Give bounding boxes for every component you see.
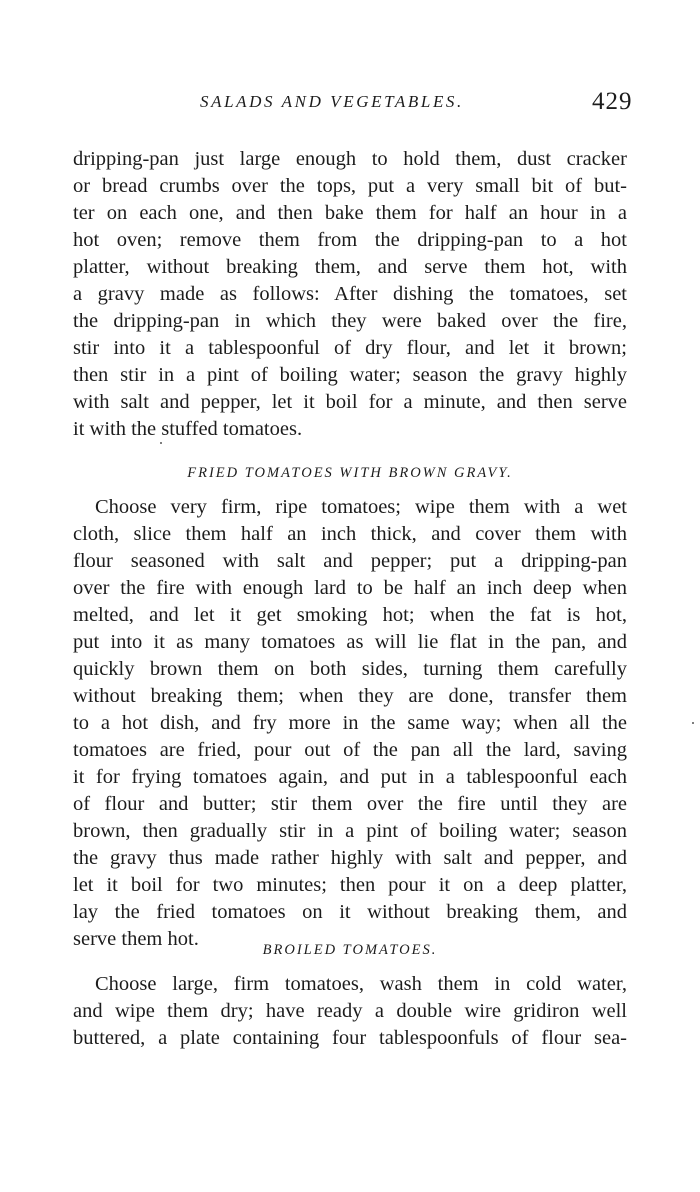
text-line: put into it as many tomatoes as will lie flat in the pan, and [73,631,627,653]
print-speck [160,442,162,444]
section-heading: FRIED TOMATOES WITH BROWN GRAVY. [187,465,513,481]
text-line: tomatoes are fried, pour out of the pan all the lard, saving [73,739,627,761]
text-line: platter, without breaking them, and serve them hot, with [73,256,627,278]
text-line: to a hot dish, and fry more in the same way; when all the [73,712,627,734]
text-line: of flour and butter; stir them over the fire until they are [73,793,627,815]
text-line: and wipe them dry; have ready a double wire gridiron well [73,1000,627,1022]
text-line: a gravy made as follows: After dishing the tomatoes, set [73,283,627,305]
text-line: over the fire with enough lard to be half an inch deep when [73,577,627,599]
text-line: let it boil for two minutes; then pour it on a deep platter, [73,874,627,896]
text-line: brown, then gradually stir in a pint of boiling water; season [73,820,627,842]
text-line: stir into it a tablespoonful of dry flour, and let it brown; [73,337,627,359]
text-line: lay the fried tomatoes on it without breaking them, and [73,901,627,923]
text-line: melted, and let it get smoking hot; when the fat is hot, [73,604,627,626]
text-line: with salt and pepper, let it boil for a minute, and then serve [73,391,627,413]
page-number: 429 [592,88,633,115]
text-line: the dripping-pan in which they were baked over the fire, [73,310,627,332]
text-line: hot oven; remove them from the dripping-pan to a hot [73,229,627,251]
print-speck [692,722,694,724]
section-heading: BROILED TOMATOES. [262,942,438,958]
text-line: Choose very firm, ripe tomatoes; wipe them with a wet [95,496,627,518]
text-line: dripping-pan just large enough to hold them, dust cracker [73,148,627,170]
text-line: ter on each one, and then bake them for half an hour in a [73,202,627,224]
text-line: the gravy thus made rather highly with salt and pepper, and [73,847,627,869]
running-head [0,88,700,122]
text-line: it with the stuffed tomatoes. [73,418,303,440]
text-line: buttered, a plate containing four tablespoonfuls of flour sea- [73,1027,627,1049]
text-line: serve them hot. [73,928,199,950]
text-line: quickly brown them on both sides, turning them carefully [73,658,627,680]
text-line: then stir in a pint of boiling water; season the gravy highly [73,364,627,386]
running-title: SALADS AND VEGETABLES. [200,92,464,111]
text-line: or bread crumbs over the tops, put a very small bit of but- [73,175,627,197]
text-line: cloth, slice them half an inch thick, and cover them with [73,523,627,545]
text-line: Choose large, firm tomatoes, wash them in cold water, [95,973,627,995]
text-line: without breaking them; when they are done, transfer them [73,685,627,707]
text-line: flour seasoned with salt and pepper; put a dripping-pan [73,550,627,572]
text-line: it for frying tomatoes again, and put in a tablespoonful each [73,766,627,788]
